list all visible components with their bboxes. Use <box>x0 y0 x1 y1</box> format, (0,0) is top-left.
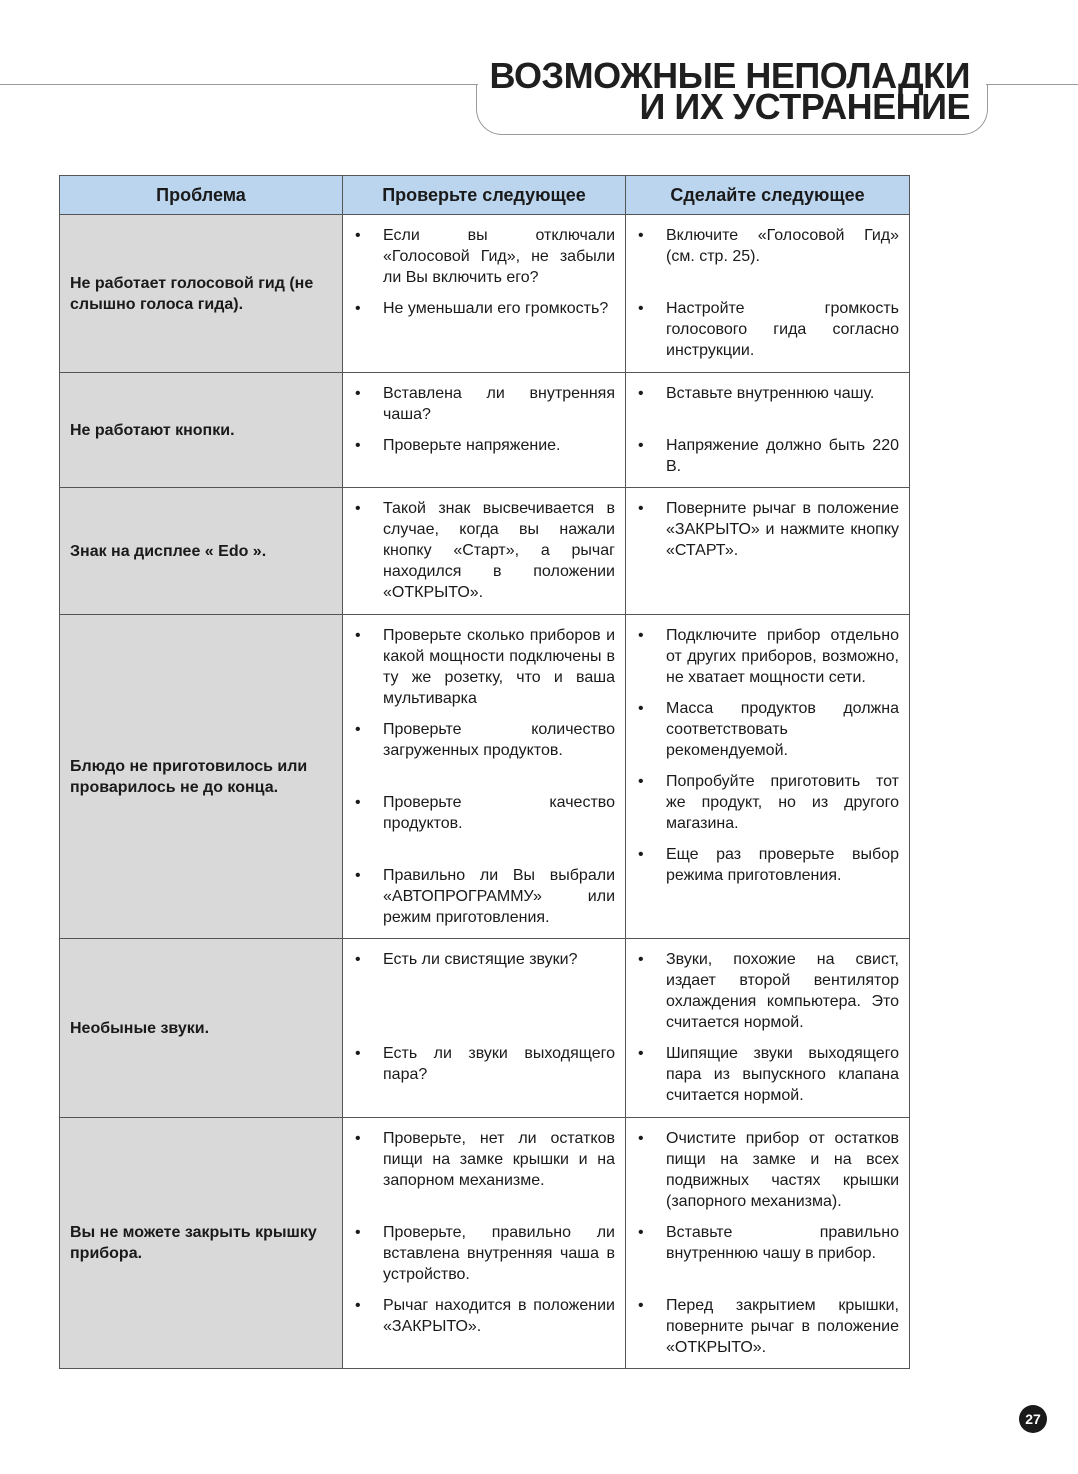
header-check: Проверьте следующее <box>343 176 626 215</box>
problem-cell: Знак на дисплее « Edo ». <box>60 488 343 615</box>
check-item: • Проверьте, нет ли остатков пищи на замке крышки и на запорном механизме. <box>355 1128 615 1191</box>
header-action: Сделайте следующее <box>626 176 910 215</box>
check-cell <box>343 488 626 615</box>
action-item: • Подключите прибор отдельно от других приборов, возможно, не хватает мощности сети. <box>638 625 899 688</box>
problem-cell: Вы не можете закрыть крышку прибора. <box>60 1118 343 1369</box>
action-item: • Перед закрытием крышки, поверните рычаг в положение «ОТКРЫТО». <box>638 1295 899 1358</box>
check-cell <box>343 1118 626 1369</box>
check-item: • Рычаг находится в положении «ЗАКРЫТО». <box>355 1295 615 1337</box>
check-item: • Проверьте количество загруженных продуктов. <box>355 719 615 761</box>
check-item: • Проверьте сколько приборов и какой мощности подключены в ту же розетку, что и ваша мультиварка <box>355 625 615 709</box>
check-item: • Если вы отключали «Голосовой Гид», не забыли ли Вы включить его? <box>355 225 615 288</box>
problem-cell: Блюдо не приготовилось или проварилось не до конца. <box>60 615 343 939</box>
action-item: • Очистите прибор от остатков пищи на замке и на всех подвижных частях крышки (запорного механизма). <box>638 1128 899 1212</box>
action-item: • Включите «Голосовой Гид» (см. стр. 25). <box>638 225 899 267</box>
action-cell <box>626 939 910 1118</box>
check-item: • Правильно ли Вы выбрали «АВТОПРОГРАММУ» или режим приготовления. <box>355 865 615 928</box>
check-cell <box>343 615 626 939</box>
check-item: • Проверьте напряжение. <box>355 435 615 456</box>
problem-cell: Не работают кнопки. <box>60 373 343 488</box>
action-item: • Поверните рычаг в положение «ЗАКРЫТО» и нажмите кнопку «СТАРТ». <box>638 498 899 561</box>
troubleshooting-table <box>59 175 910 1369</box>
table-row <box>60 373 910 488</box>
page-title-line2: И ИХ УСТРАНЕНИЕ <box>639 86 970 127</box>
check-cell <box>343 939 626 1118</box>
action-item: • Еще раз проверьте выбор режима приготовления. <box>638 844 899 886</box>
check-cell <box>343 373 626 488</box>
check-cell <box>343 215 626 373</box>
header-problem: Проблема <box>60 176 343 215</box>
page-title-line1: ВОЗМОЖНЫЕ НЕПОЛАДКИ <box>489 55 970 96</box>
check-item: • Есть ли звуки выходящего пара? <box>355 1043 615 1085</box>
action-item: • Настройте громкость голосового гида согласно инструкции. <box>638 298 899 361</box>
table-row <box>60 939 910 1118</box>
action-item: • Напряжение должно быть 220 В. <box>638 435 899 477</box>
page-title <box>489 55 970 127</box>
action-cell <box>626 215 910 373</box>
action-item: • Шипящие звуки выходящего пара из выпускного клапана считается нормой. <box>638 1043 899 1106</box>
action-item: • Звуки, похожие на свист, издает второй вентилятор охлаждения компьютера. Это считается нормой. <box>638 949 899 1033</box>
action-item: • Масса продуктов должна соответствовать рекомендуемой. <box>638 698 899 761</box>
action-cell <box>626 615 910 939</box>
action-item: • Вставьте правильно внутреннюю чашу в прибор. <box>638 1222 899 1264</box>
action-cell <box>626 373 910 488</box>
check-item: • Проверьте, правильно ли вставлена внутренняя чаша в устройство. <box>355 1222 615 1285</box>
table-row <box>60 1118 910 1369</box>
header-rule-right <box>986 84 1078 85</box>
table-row <box>60 215 910 373</box>
action-item: • Вставьте внутреннюю чашу. <box>638 383 899 404</box>
table-row <box>60 615 910 939</box>
table-header-row <box>60 176 910 215</box>
action-item: • Попробуйте приготовить тот же продукт, но из другого магазина. <box>638 771 899 834</box>
header-rule-left <box>0 84 478 85</box>
table-row <box>60 488 910 615</box>
check-item: • Есть ли свистящие звуки? <box>355 949 615 970</box>
check-item: • Не уменьшали его громкость? <box>355 298 615 319</box>
action-cell <box>626 488 910 615</box>
check-item: • Проверьте качество продуктов. <box>355 792 615 834</box>
problem-cell: Необыные звуки. <box>60 939 343 1118</box>
problem-cell: Не работает голосовой гид (не слышно голоса гида). <box>60 215 343 373</box>
page-number: 27 <box>1019 1405 1047 1433</box>
check-item: • Вставлена ли внутренняя чаша? <box>355 383 615 425</box>
check-item: • Такой знак высвечивается в случае, когда вы нажали кнопку «Старт», а рычаг находился в положении «ОТКРЫТО». <box>355 498 615 603</box>
action-cell <box>626 1118 910 1369</box>
